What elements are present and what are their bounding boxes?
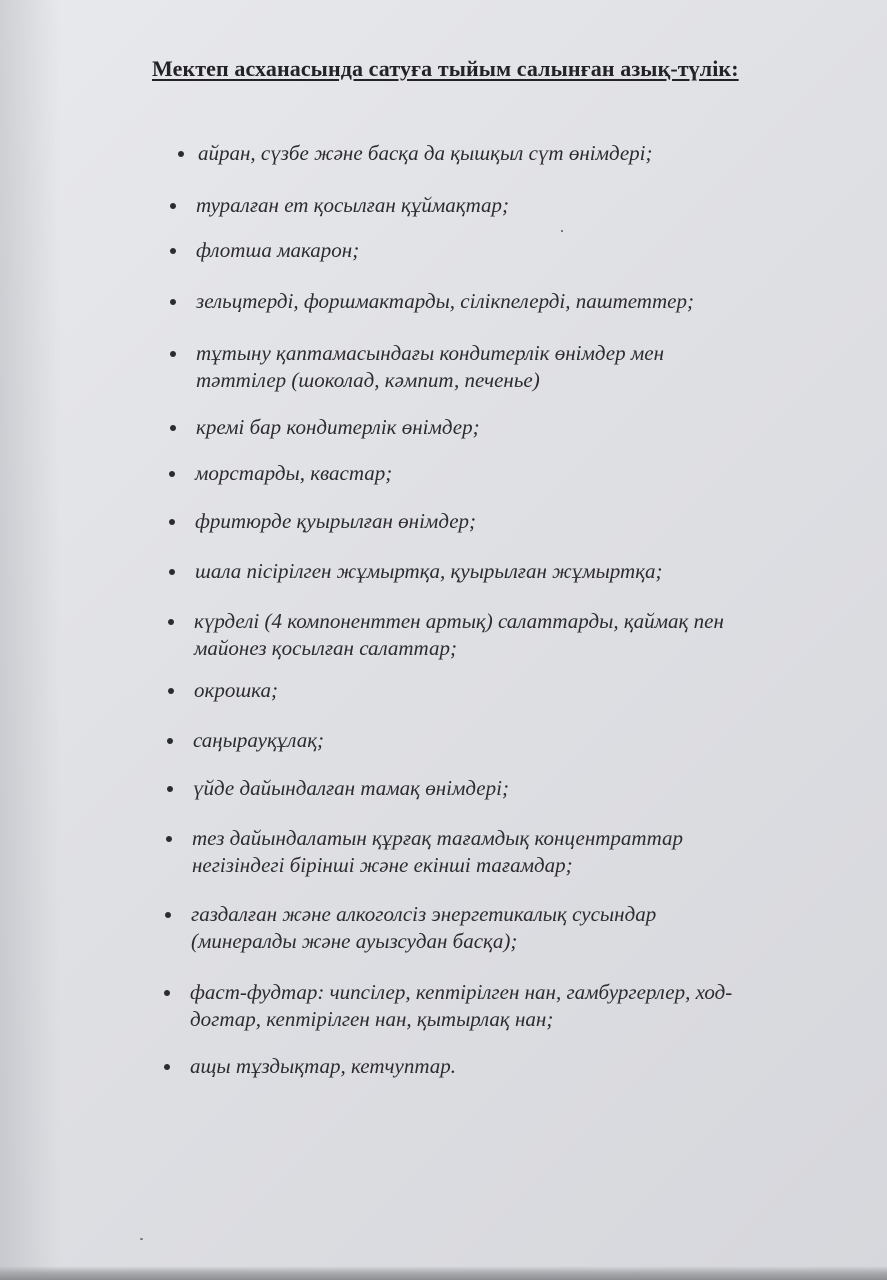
list-item-text: майонез қосылған салаттар; bbox=[194, 636, 457, 660]
bullet-icon bbox=[166, 836, 172, 842]
list-item-text: зельцтерді, форшмактарды, сілікпелерді, паштеттер; bbox=[196, 289, 694, 313]
list-item bbox=[193, 775, 509, 802]
bullet-icon bbox=[164, 990, 170, 996]
list-item bbox=[198, 140, 653, 167]
bullet-icon bbox=[178, 151, 184, 157]
bullet-icon bbox=[165, 912, 171, 918]
list-item bbox=[195, 508, 476, 535]
list-item-text: шала пісірілген жұмыртқа, қуырылған жұмыртқа; bbox=[195, 559, 663, 583]
list-item-text: морстарды, квастар; bbox=[195, 461, 393, 485]
list-item-text: күрделі (4 компоненттен артық) салаттарды, қаймақ пен bbox=[194, 609, 724, 633]
page-bottom-edge bbox=[0, 1266, 887, 1280]
bullet-icon bbox=[170, 425, 176, 431]
list-item-text: негізіндегі бірінші және екінші тағамдар; bbox=[192, 853, 573, 877]
bullet-icon bbox=[170, 248, 176, 254]
list-item-text: газдалған және алкоголсіз энергетикалық сусындар bbox=[191, 902, 657, 926]
list-item-text: тәттілер (шоколад, кәмпит, печенье) bbox=[196, 368, 540, 392]
bullet-icon bbox=[169, 569, 175, 575]
list-item-text: догтар, кептірілген нан, қытырлақ нан; bbox=[190, 1007, 554, 1031]
list-item bbox=[196, 288, 694, 315]
bullet-icon bbox=[170, 351, 176, 357]
list-item bbox=[196, 192, 509, 219]
list-item bbox=[196, 414, 480, 441]
bullet-icon bbox=[168, 688, 174, 694]
list-item-text: үйде дайындалған тамақ өнімдері; bbox=[193, 776, 509, 800]
list-item-text: туралған ет қосылған құймақтар; bbox=[196, 193, 510, 217]
list-item bbox=[192, 825, 683, 879]
list-item-text: саңырауқұлақ; bbox=[193, 728, 325, 752]
list-item-text: флотша макарон; bbox=[196, 238, 360, 262]
page-shadow bbox=[0, 0, 60, 1280]
list-item-text: (минералды және ауызсудан басқа); bbox=[191, 929, 518, 953]
list-item bbox=[191, 901, 656, 955]
bullet-icon bbox=[164, 1064, 170, 1070]
list-item bbox=[196, 237, 359, 264]
list-item bbox=[195, 558, 663, 585]
bullet-icon bbox=[167, 738, 173, 744]
bullet-icon bbox=[169, 471, 175, 477]
list-item-text: ащы тұздықтар, кетчуптар. bbox=[190, 1054, 457, 1078]
bullet-icon bbox=[168, 619, 174, 625]
bullet-icon bbox=[170, 299, 176, 305]
list-item-text: айран, сүзбе және басқа да қышқыл сүт өнімдері; bbox=[198, 141, 653, 165]
list-item bbox=[196, 340, 664, 394]
list-item bbox=[190, 1053, 456, 1080]
document-title: Мектеп асханасында сатуға тыйым салынған азық-түлік: bbox=[152, 56, 739, 81]
list-item-text: окрошка; bbox=[194, 678, 278, 702]
list-item bbox=[193, 727, 324, 754]
list-item bbox=[195, 460, 392, 487]
list-item bbox=[194, 677, 278, 704]
paper-speck bbox=[561, 230, 563, 232]
list-item-text: кремі бар кондитерлік өнімдер; bbox=[196, 415, 480, 439]
paper-speck bbox=[140, 1238, 143, 1240]
bullet-icon bbox=[167, 786, 173, 792]
list-item bbox=[194, 608, 724, 662]
list-item-text: тез дайындалатын құрғақ тағамдық концентраттар bbox=[192, 826, 683, 850]
list-item-text: фритюрде қуырылған өнімдер; bbox=[195, 509, 477, 533]
bullet-icon bbox=[169, 519, 175, 525]
list-item-text: фаст-фудтар: чипсілер, кептірілген нан, гамбургерлер, ход- bbox=[190, 980, 733, 1004]
bullet-icon bbox=[170, 203, 176, 209]
list-item-text: тұтыну қаптамасындағы кондитерлік өнімдер мен bbox=[196, 341, 664, 365]
list-item bbox=[190, 979, 732, 1033]
